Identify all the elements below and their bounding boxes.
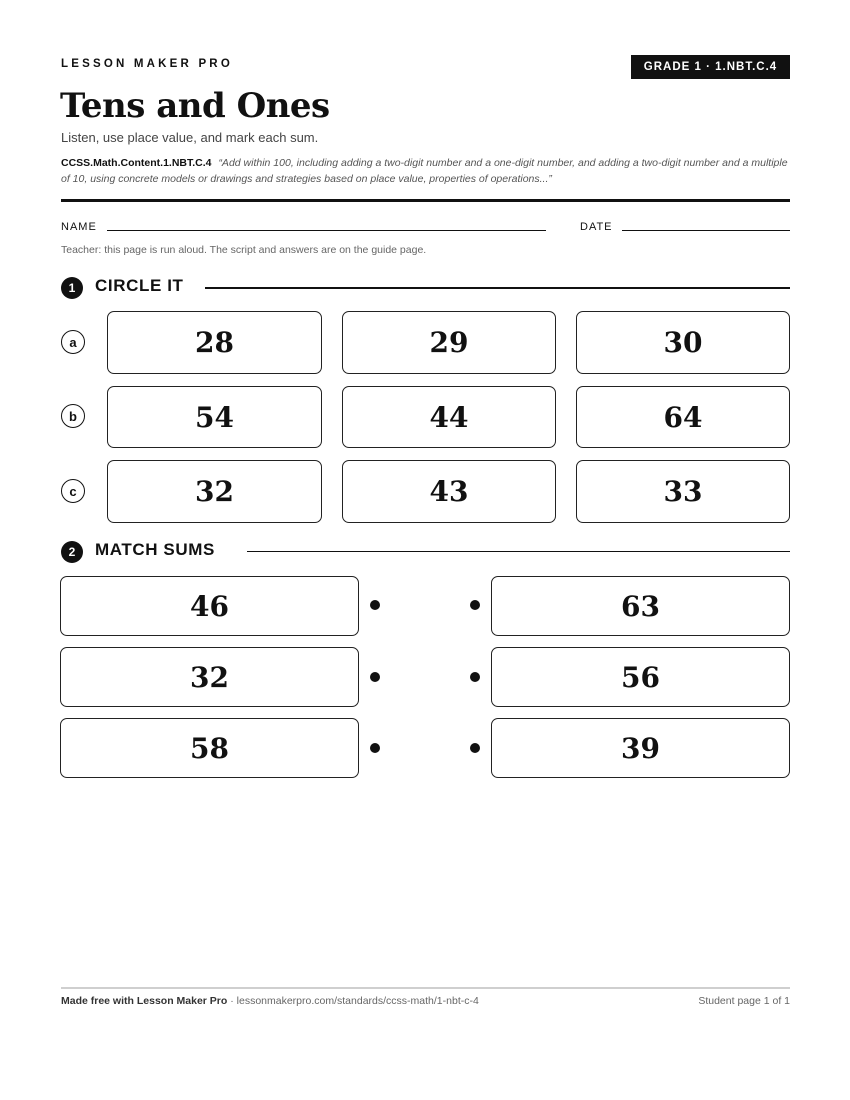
choice-card[interactable]: 29	[342, 311, 556, 374]
choice-card[interactable]: 30	[576, 311, 790, 374]
footer-credit	[61, 995, 479, 1007]
row-label-b: b	[61, 404, 85, 428]
date-field[interactable]	[622, 230, 790, 231]
choice-card[interactable]: 32	[107, 460, 322, 523]
name-field[interactable]	[107, 230, 546, 231]
standard-text	[61, 155, 791, 187]
row-label-a: a	[61, 330, 85, 354]
section-1-number: 1	[61, 277, 83, 299]
choice-card[interactable]: 28	[107, 311, 322, 374]
page-subtitle: Listen, use place value, and mark each sum.	[61, 130, 319, 145]
match-left-card[interactable]: 58	[60, 718, 359, 778]
footer-url[interactable]: · lessonmakerpro.com/standards/ccss-math/1-nbt-c-4	[227, 995, 479, 1007]
standard-code: CCSS.Math.Content.1.NBT.C.4	[61, 157, 212, 169]
match-right-dot[interactable]	[470, 743, 480, 753]
choice-card[interactable]: 64	[576, 386, 790, 448]
choice-card[interactable]: 54	[107, 386, 322, 448]
section-1-title: CIRCLE IT	[95, 276, 184, 295]
match-left-dot[interactable]	[370, 600, 380, 610]
match-right-card[interactable]: 63	[491, 576, 790, 636]
choice-card[interactable]: 43	[342, 460, 556, 523]
footer-made-with: Made free with Lesson Maker Pro	[61, 995, 228, 1007]
standard-description: “Add within 100, including adding a two-digit number and a one-digit number, and adding a two-digit number and a multiple of 10, using concrete models or drawings and strategies based on place value, properties of operations...”	[61, 157, 788, 185]
match-left-card[interactable]: 32	[60, 647, 359, 707]
match-left-dot[interactable]	[370, 672, 380, 682]
section-1-rule	[205, 287, 790, 289]
section-2-title: MATCH SUMS	[95, 540, 215, 559]
match-right-dot[interactable]	[470, 600, 480, 610]
match-right-card[interactable]: 56	[491, 647, 790, 707]
name-label: NAME	[61, 221, 97, 233]
date-label: DATE	[580, 221, 613, 233]
brand-name: LESSON MAKER PRO	[61, 58, 233, 70]
match-left-card[interactable]: 46	[60, 576, 359, 636]
footer-page-number: Student page 1 of 1	[698, 995, 790, 1007]
match-right-card[interactable]: 39	[491, 718, 790, 778]
match-left-dot[interactable]	[370, 743, 380, 753]
section-2-rule	[247, 551, 790, 552]
page-title: Tens and Ones	[60, 86, 330, 126]
match-right-dot[interactable]	[470, 672, 480, 682]
row-label-c: c	[61, 479, 85, 503]
teacher-note: Teacher: this page is run aloud. The script and answers are on the guide page.	[61, 244, 427, 256]
header-divider	[61, 199, 790, 202]
choice-card[interactable]: 33	[576, 460, 790, 523]
section-2-number: 2	[61, 541, 83, 563]
choice-card[interactable]: 44	[342, 386, 556, 448]
grade-badge: GRADE 1 · 1.NBT.C.4	[631, 55, 790, 79]
footer-divider	[61, 987, 790, 989]
